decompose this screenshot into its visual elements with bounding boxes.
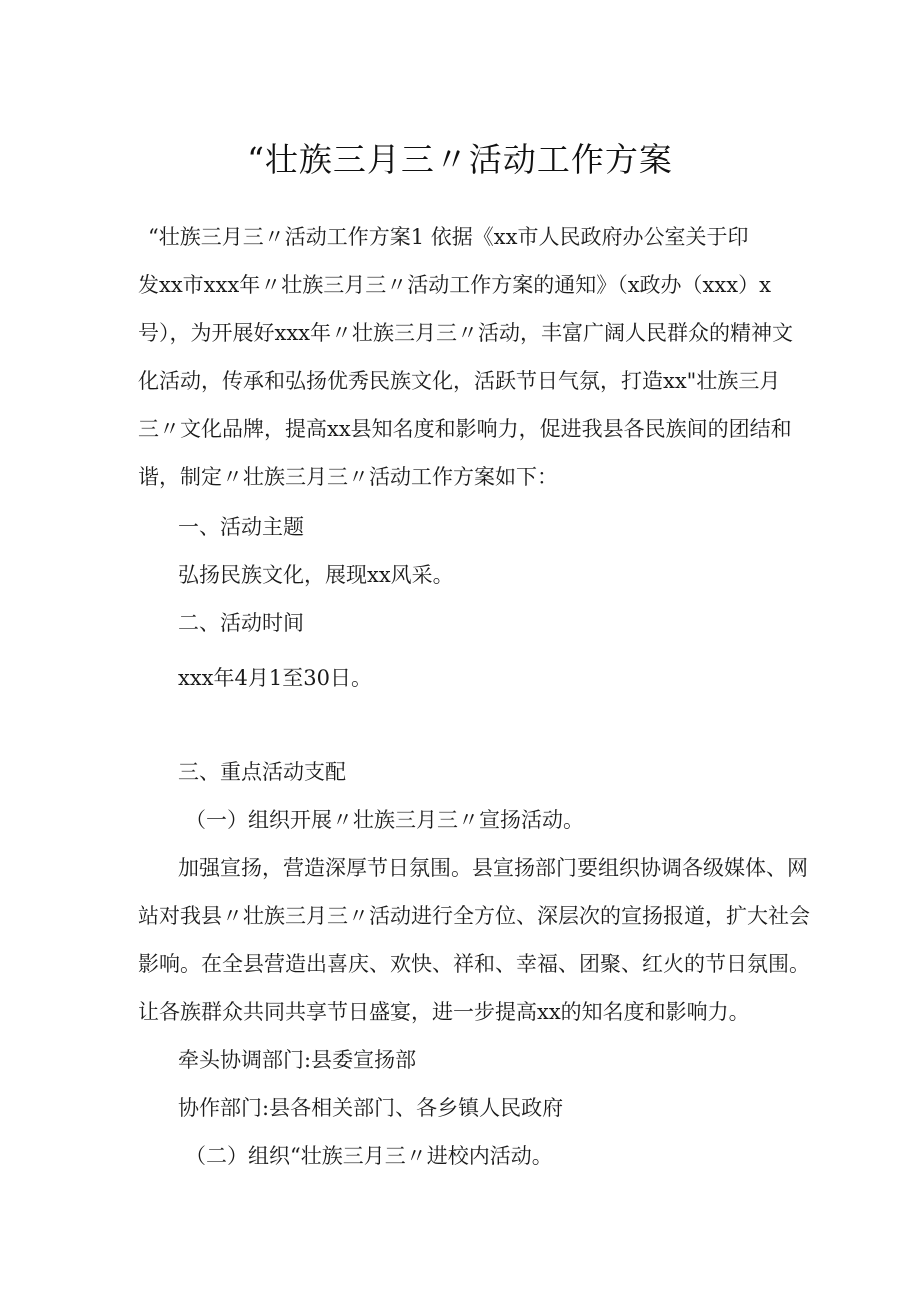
intro-line: 化活动，传承和弘扬优秀民族文化，活跃节日气氛，打造xx"壮族三月	[138, 369, 781, 393]
body-line: 站对我县〃壮族三月三〃活动进行全方位、深层次的宣扬报道，扩大社会	[138, 904, 810, 928]
intro-line: 三〃文化品牌，提高xx县知名度和影响力，促进我县各民族间的团结和	[138, 417, 792, 441]
intro-line: 谐，制定〃壮族三月三〃活动工作方案如下：	[138, 465, 558, 489]
section-heading: 二、活动时间	[178, 611, 304, 635]
intro-line: 发xx市xxx年〃壮族三月三〃活动工作方案的通知》（x政办（xxx）x	[138, 273, 771, 297]
section-heading: 一、活动主题	[178, 515, 304, 539]
subsection-heading: （二）组织“壮族三月三〃进校内活动。	[185, 1144, 553, 1168]
section-text: xxx年4月1至30日。	[178, 666, 372, 690]
subsection-heading: （一）组织开展〃壮族三月三〃宣扬活动。	[185, 808, 584, 832]
lead-department: 牵头协调部门:县委宣扬部	[178, 1048, 417, 1072]
intro-line: “壮族三月三〃活动工作方案1 依据《xx市人民政府办公室关于印	[148, 225, 749, 249]
body-line: 加强宣扬，营造深厚节日氛围。县宣扬部门要组织协调各级媒体、网	[178, 856, 808, 880]
section-heading: 三、重点活动支配	[178, 760, 346, 784]
assist-department: 协作部门:县各相关部门、各乡镇人民政府	[178, 1096, 564, 1120]
document-title: “壮族三月三〃活动工作方案	[247, 140, 673, 179]
section-text: 弘扬民族文化，展现xx风采。	[178, 563, 454, 587]
body-line: 影响。在全县营造出喜庆、欢快、祥和、幸福、团聚、红火的节日氛围。	[138, 952, 810, 976]
body-line: 让各族群众共同共享节日盛宴，进一步提高xx的知名度和影响力。	[138, 1000, 750, 1024]
intro-line: 号），为开展好xxx年〃壮族三月三〃活动，丰富广阔人民群众的精神文	[138, 321, 794, 345]
